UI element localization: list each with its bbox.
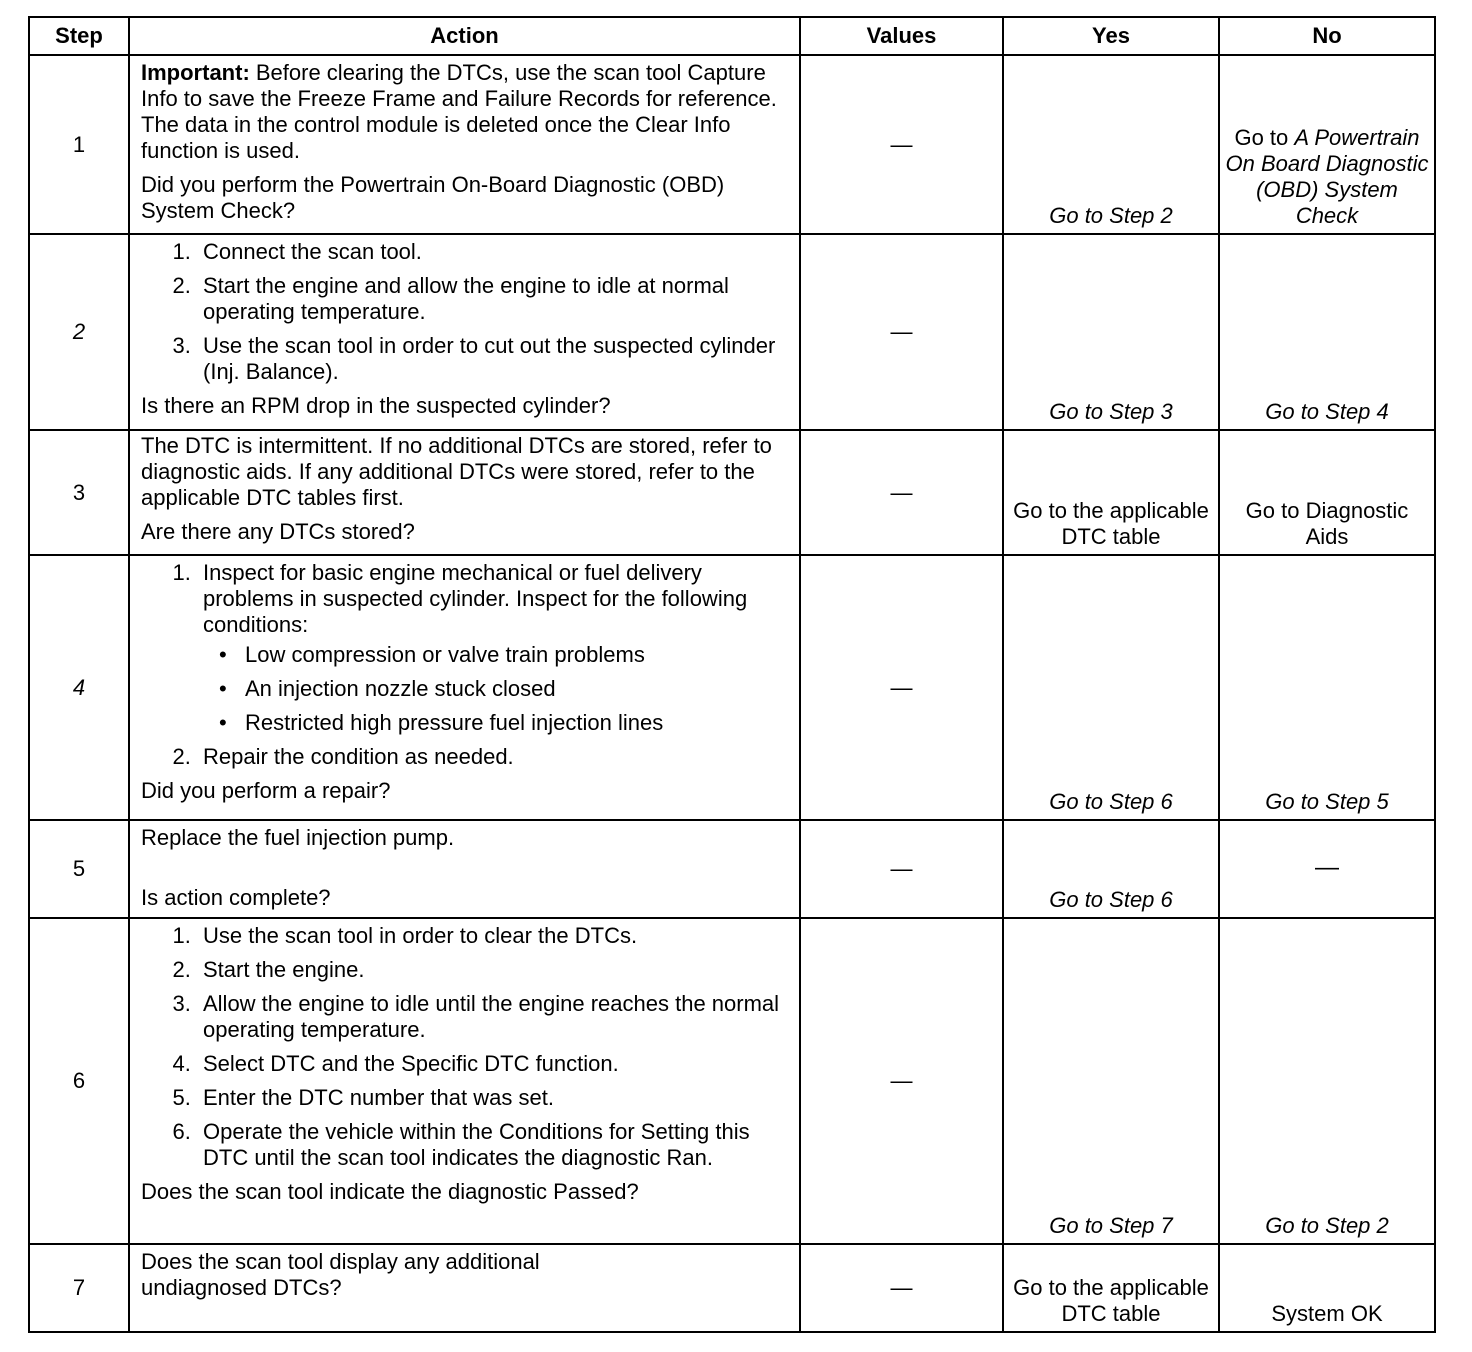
bullet-icon: • — [219, 642, 227, 667]
action-step: 4. Select DTC and the Specific DTC function. — [197, 1051, 791, 1077]
action-step: 2. Start the engine. — [197, 957, 791, 983]
no-cell: Go to Step 5 — [1219, 555, 1435, 820]
important-label: Important: — [141, 60, 250, 85]
action-question: Did you perform the Powertrain On-Board Diagnostic (OBD) System Check? — [141, 172, 725, 223]
action-steps — [141, 239, 791, 385]
action-step: 1. Use the scan tool in order to clear the DTCs. — [197, 923, 791, 949]
action-step: 2. Start the engine and allow the engine to idle at normal operating temperature. — [197, 273, 791, 325]
header-action: Action — [129, 17, 800, 55]
step-number: 1 — [29, 55, 129, 234]
header-yes: Yes — [1003, 17, 1219, 55]
action-steps — [141, 923, 791, 1171]
action-step: 2. Repair the condition as needed. — [197, 744, 791, 770]
action-step: 3. Use the scan tool in order to cut out the suspected cylinder (Inj. Balance). — [197, 333, 791, 385]
values-cell: — — [800, 1244, 1003, 1332]
action-cell — [129, 234, 800, 430]
action-step: 3. Allow the engine to idle until the engine reaches the normal operating temperature. — [197, 991, 791, 1043]
yes-cell: Go to Step 6 — [1003, 555, 1219, 820]
values-cell: — — [800, 555, 1003, 820]
action-question: Did you perform a repair? — [141, 778, 391, 803]
no-cell: System OK — [1219, 1244, 1435, 1332]
bullet-icon: • — [219, 676, 227, 701]
no-cell: Go to Diagnostic Aids — [1219, 430, 1435, 555]
action-cell — [129, 918, 800, 1244]
table-row — [29, 234, 1435, 430]
yes-cell: Go to Step 6 — [1003, 820, 1219, 918]
condition-text: Restricted high pressure fuel injection lines — [245, 710, 664, 735]
action-text: Does the scan tool display any additional undiagnosed DTCs? — [141, 1249, 540, 1300]
action-text: Replace the fuel injection pump. — [141, 825, 455, 850]
no-cell: Go to Step 2 — [1219, 918, 1435, 1244]
step-number: 7 — [29, 1244, 129, 1332]
step-number: 5 — [29, 820, 129, 918]
no-prefix: Go to — [1234, 125, 1295, 150]
table-row — [29, 918, 1435, 1244]
header-step: Step — [29, 17, 129, 55]
step-number: 4 — [29, 555, 129, 820]
action-cell — [129, 555, 800, 820]
action-step: 6. Operate the vehicle within the Conditions for Setting this DTC until the scan tool indicates the diagnostic Ran. — [197, 1119, 791, 1171]
values-cell: — — [800, 234, 1003, 430]
yes-cell: Go to Step 3 — [1003, 234, 1219, 430]
condition-text: An injection nozzle stuck closed — [245, 676, 556, 701]
table-row — [29, 1244, 1435, 1332]
action-step: 1. Connect the scan tool. — [197, 239, 791, 265]
action-text — [141, 60, 791, 164]
action-text: The DTC is intermittent. If no additional DTCs are stored, refer to diagnostic aids. If any additional DTCs were stored, refer to the applicable DTC tables first. — [141, 433, 772, 510]
diagnostic-table — [28, 16, 1436, 1333]
step-number: 6 — [29, 918, 129, 1244]
condition-item — [219, 676, 791, 702]
action-cell — [129, 1244, 800, 1332]
action-cell — [129, 430, 800, 555]
action-question: Is action complete? — [141, 885, 331, 910]
condition-item — [219, 710, 791, 736]
condition-item — [219, 642, 791, 668]
no-cell: — — [1219, 820, 1435, 918]
values-cell: — — [800, 918, 1003, 1244]
bullet-icon: • — [219, 710, 227, 735]
important-text: Before clearing the DTCs, use the scan tool Capture Info to save the Freeze Frame and Failure Records for reference. The data in the control module is deleted once the Clear Info function is used. — [141, 60, 777, 163]
condition-text: Low compression or valve train problems — [245, 642, 645, 667]
table-row — [29, 430, 1435, 555]
header-values: Values — [800, 17, 1003, 55]
action-steps — [141, 560, 791, 770]
action-cell — [129, 55, 800, 234]
action-question: Is there an RPM drop in the suspected cylinder? — [141, 393, 611, 418]
values-cell: — — [800, 820, 1003, 918]
values-cell: — — [800, 55, 1003, 234]
step-number: 3 — [29, 430, 129, 555]
values-cell: — — [800, 430, 1003, 555]
yes-cell: Go to Step 2 — [1003, 55, 1219, 234]
table-row — [29, 820, 1435, 918]
action-step: 5. Enter the DTC number that was set. — [197, 1085, 791, 1111]
header-row — [29, 17, 1435, 55]
action-step-text: Inspect for basic engine mechanical or fuel delivery problems in suspected cylinder. Inspect for the following conditions: — [203, 560, 748, 637]
yes-cell: Go to Step 7 — [1003, 918, 1219, 1244]
table-row — [29, 555, 1435, 820]
no-link: A Powertrain On Board Diagnostic (OBD) System Check — [1225, 125, 1429, 228]
action-question: Are there any DTCs stored? — [141, 519, 415, 544]
header-no: No — [1219, 17, 1435, 55]
yes-cell: Go to the applicable DTC table — [1003, 1244, 1219, 1332]
table-row — [29, 55, 1435, 234]
no-cell: Go to Step 4 — [1219, 234, 1435, 430]
yes-cell: Go to the applicable DTC table — [1003, 430, 1219, 555]
no-cell — [1219, 55, 1435, 234]
action-question: Does the scan tool indicate the diagnostic Passed? — [141, 1179, 639, 1204]
condition-list — [203, 642, 791, 736]
action-cell — [129, 820, 800, 918]
step-number: 2 — [29, 234, 129, 430]
action-step — [197, 560, 791, 736]
